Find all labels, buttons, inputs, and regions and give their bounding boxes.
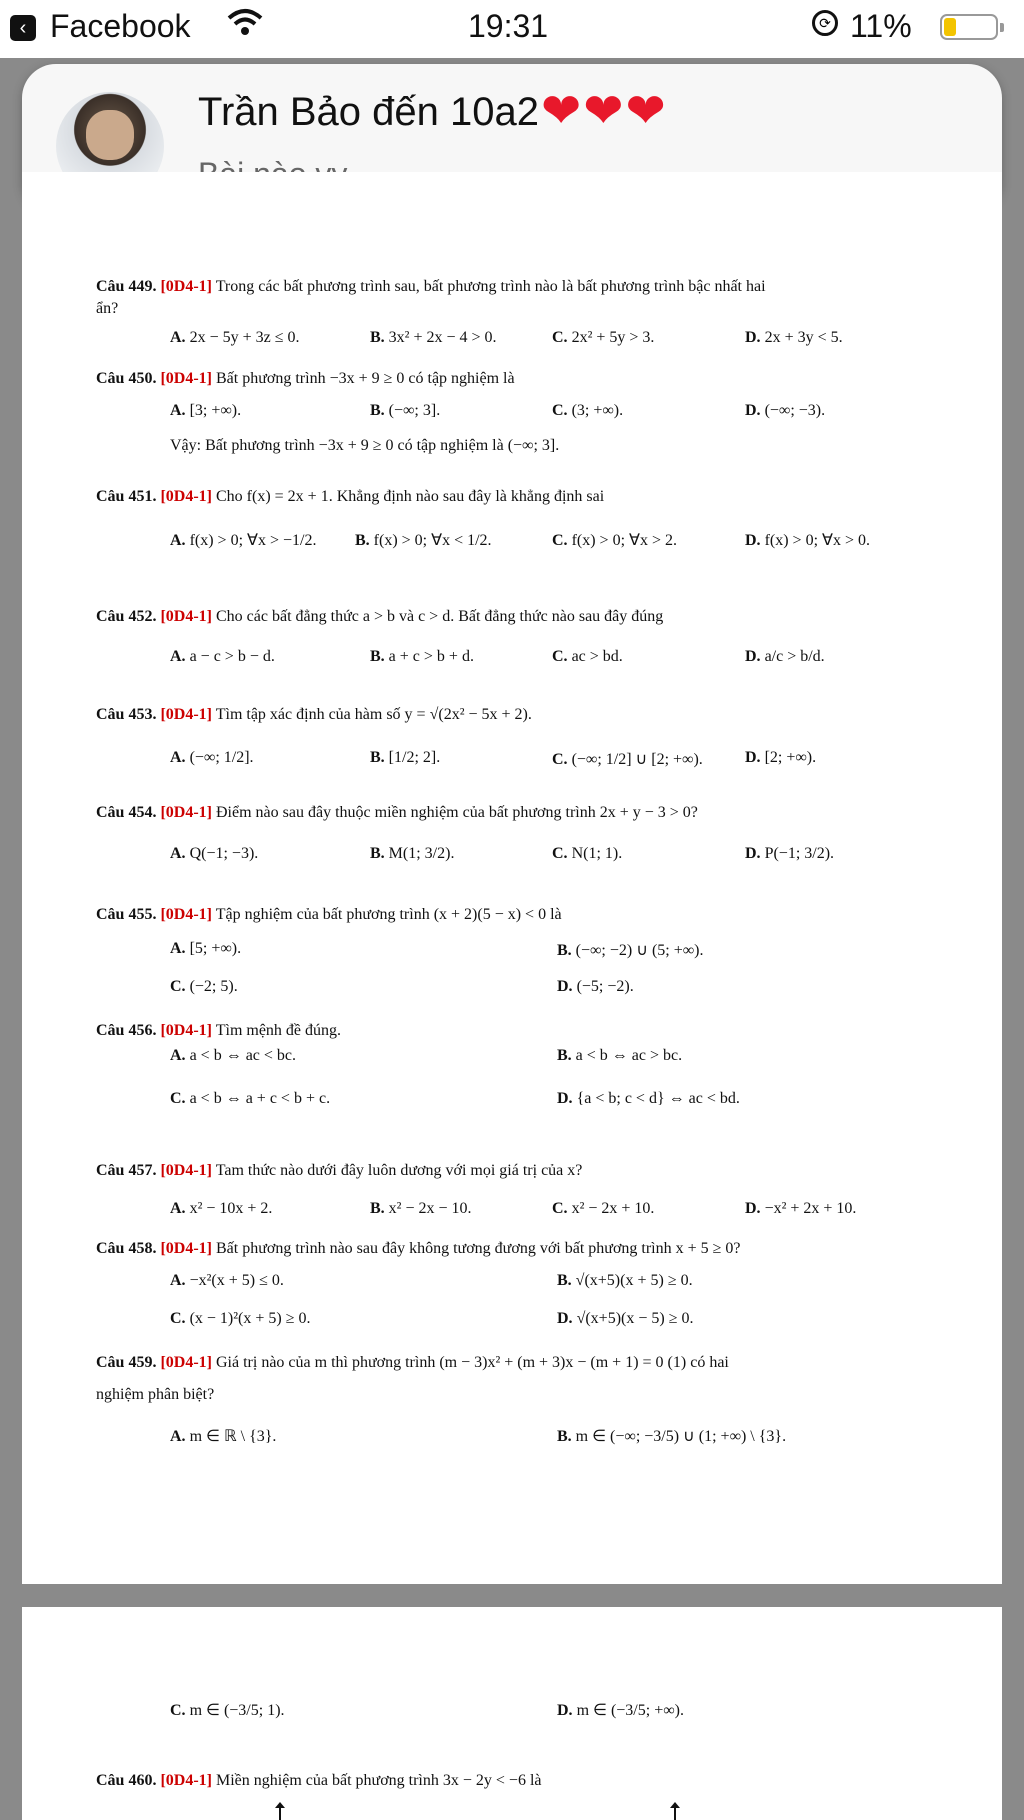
question-457: Câu 457. [0D4-1] Tam thức nào dưới đây luôn dương với mọi giá trị của x? [96, 1162, 583, 1179]
option-c: C. f(x) > 0; ∀x > 2. [552, 532, 677, 549]
option-b: B. (−∞; 3]. [370, 402, 441, 419]
question-452: Câu 452. [0D4-1] Cho các bất đẳng thức a > b và c > d. Bất đẳng thức nào sau đây đúng [96, 608, 664, 625]
wifi-icon [225, 6, 265, 47]
question-459-cont: nghiệm phân biệt? [96, 1386, 215, 1403]
clock: 19:31 [468, 8, 549, 44]
option-a: A. [3; +∞). [170, 402, 242, 419]
question-455: Câu 455. [0D4-1] Tập nghiệm của bất phương trình (x + 2)(5 − x) < 0 là [96, 906, 562, 923]
option-d: D. [2; +∞). [745, 749, 817, 766]
sender-name: Trần Bảo đến 10a2 [198, 89, 539, 134]
question-460: Câu 460. [0D4-1] Miền nghiệm của bất phương trình 3x − 2y < −6 là [96, 1772, 542, 1789]
option-b: B. m ∈ (−∞; −3/5) ∪ (1; +∞) \ {3}. [557, 1428, 787, 1445]
answer-note: Vậy: Bất phương trình −3x + 9 ≥ 0 có tập nghiệm là (−∞; 3]. [170, 437, 560, 454]
option-b: B. x² − 2x − 10. [370, 1200, 472, 1217]
graph-axis-icon [270, 1800, 290, 1820]
option-c: C. x² − 2x + 10. [552, 1200, 655, 1217]
option-a: A. Q(−1; −3). [170, 845, 259, 862]
option-a: A. 2x − 5y + 3z ≤ 0. [170, 329, 300, 346]
question-456: Câu 456. [0D4-1] Tìm mệnh đề đúng. [96, 1022, 342, 1039]
option-b: B. 3x² + 2x − 4 > 0. [370, 329, 497, 346]
option-c: C. m ∈ (−3/5; 1). [170, 1702, 285, 1719]
option-a: A. f(x) > 0; ∀x > −1/2. [170, 532, 317, 549]
option-b: B. √(x+5)(x + 5) ≥ 0. [557, 1272, 693, 1289]
option-d: D. −x² + 2x + 10. [745, 1200, 857, 1217]
question-449: Câu 449. [0D4-1] Trong các bất phương trình sau, bất phương trình nào là bất phương trình bậc nhất hai [96, 278, 766, 295]
back-arrow-icon[interactable]: ‹ [10, 15, 36, 41]
heart-icon: ❤ [625, 85, 666, 138]
option-d: D. (−5; −2). [557, 978, 634, 995]
question-449-cont: ẩn? [96, 300, 119, 317]
heart-icon: ❤ [541, 85, 582, 138]
option-b: B. [1/2; 2]. [370, 749, 441, 766]
question-454: Câu 454. [0D4-1] Điểm nào sau đây thuộc miền nghiệm của bất phương trình 2x + y − 3 > 0? [96, 804, 698, 821]
option-c: C. 2x² + 5y > 3. [552, 329, 655, 346]
battery-icon [940, 14, 998, 40]
option-a: A. x² − 10x + 2. [170, 1200, 273, 1217]
notification-sender [198, 85, 666, 138]
option-d: D. 2x + 3y < 5. [745, 329, 843, 346]
option-a: A. m ∈ ℝ \ {3}. [170, 1428, 277, 1445]
option-b: B. a < b ⇔ ac > bc. [557, 1047, 683, 1064]
option-b: B. a + c > b + d. [370, 648, 474, 665]
option-c: C. N(1; 1). [552, 845, 623, 862]
option-a: A. −x²(x + 5) ≤ 0. [170, 1272, 284, 1289]
status-bar [0, 0, 1024, 58]
option-d: D. {a < b; c < d} ⇔ ac < bd. [557, 1090, 740, 1107]
option-b: B. M(1; 3/2). [370, 845, 455, 862]
back-to-app-label[interactable]: Facebook [50, 8, 191, 44]
question-450: Câu 450. [0D4-1] Bất phương trình −3x + 9 ≥ 0 có tập nghiệm là [96, 370, 515, 387]
graph-axis-icon [665, 1800, 685, 1820]
option-a: A. a < b ⇔ ac < bc. [170, 1047, 297, 1064]
option-d: D. m ∈ (−3/5; +∞). [557, 1702, 684, 1719]
option-d: D. f(x) > 0; ∀x > 0. [745, 532, 870, 549]
question-451: Câu 451. [0D4-1] Cho f(x) = 2x + 1. Khẳng định nào sau đây là khẳng định sai [96, 488, 605, 505]
option-d: D. (−∞; −3). [745, 402, 826, 419]
question-459: Câu 459. [0D4-1] Giá trị nào của m thì phương trình (m − 3)x² + (m + 3)x − (m + 1) = 0 (1) có hai [96, 1354, 729, 1371]
option-a: A. [5; +∞). [170, 940, 242, 957]
option-b: B. f(x) > 0; ∀x < 1/2. [355, 532, 492, 549]
option-c: C. a < b ⇔ a + c < b + c. [170, 1090, 331, 1107]
question-453: Câu 453. [0D4-1] Tìm tập xác định của hàm số y = √(2x² − 5x + 2). [96, 706, 532, 723]
option-c: C. (3; +∞). [552, 402, 624, 419]
option-c: C. (x − 1)²(x + 5) ≥ 0. [170, 1310, 311, 1327]
option-c: C. (−∞; 1/2] ∪ [2; +∞). [552, 751, 703, 768]
question-458: Câu 458. [0D4-1] Bất phương trình nào sau đây không tương đương với bất phương trình x + 5 ≥ 0? [96, 1240, 741, 1257]
option-d: D. P(−1; 3/2). [745, 845, 835, 862]
option-a: A. a − c > b − d. [170, 648, 275, 665]
option-b: B. (−∞; −2) ∪ (5; +∞). [557, 942, 704, 959]
option-d: D. a/c > b/d. [745, 648, 825, 665]
option-d: D. √(x+5)(x − 5) ≥ 0. [557, 1310, 694, 1327]
option-c: C. ac > bd. [552, 648, 623, 665]
battery-percent: 11% [850, 8, 912, 44]
option-a: A. (−∞; 1/2]. [170, 749, 254, 766]
orientation-lock-icon: ⟳ [812, 10, 838, 36]
heart-icon: ❤ [583, 85, 624, 138]
option-c: C. (−2; 5). [170, 978, 238, 995]
